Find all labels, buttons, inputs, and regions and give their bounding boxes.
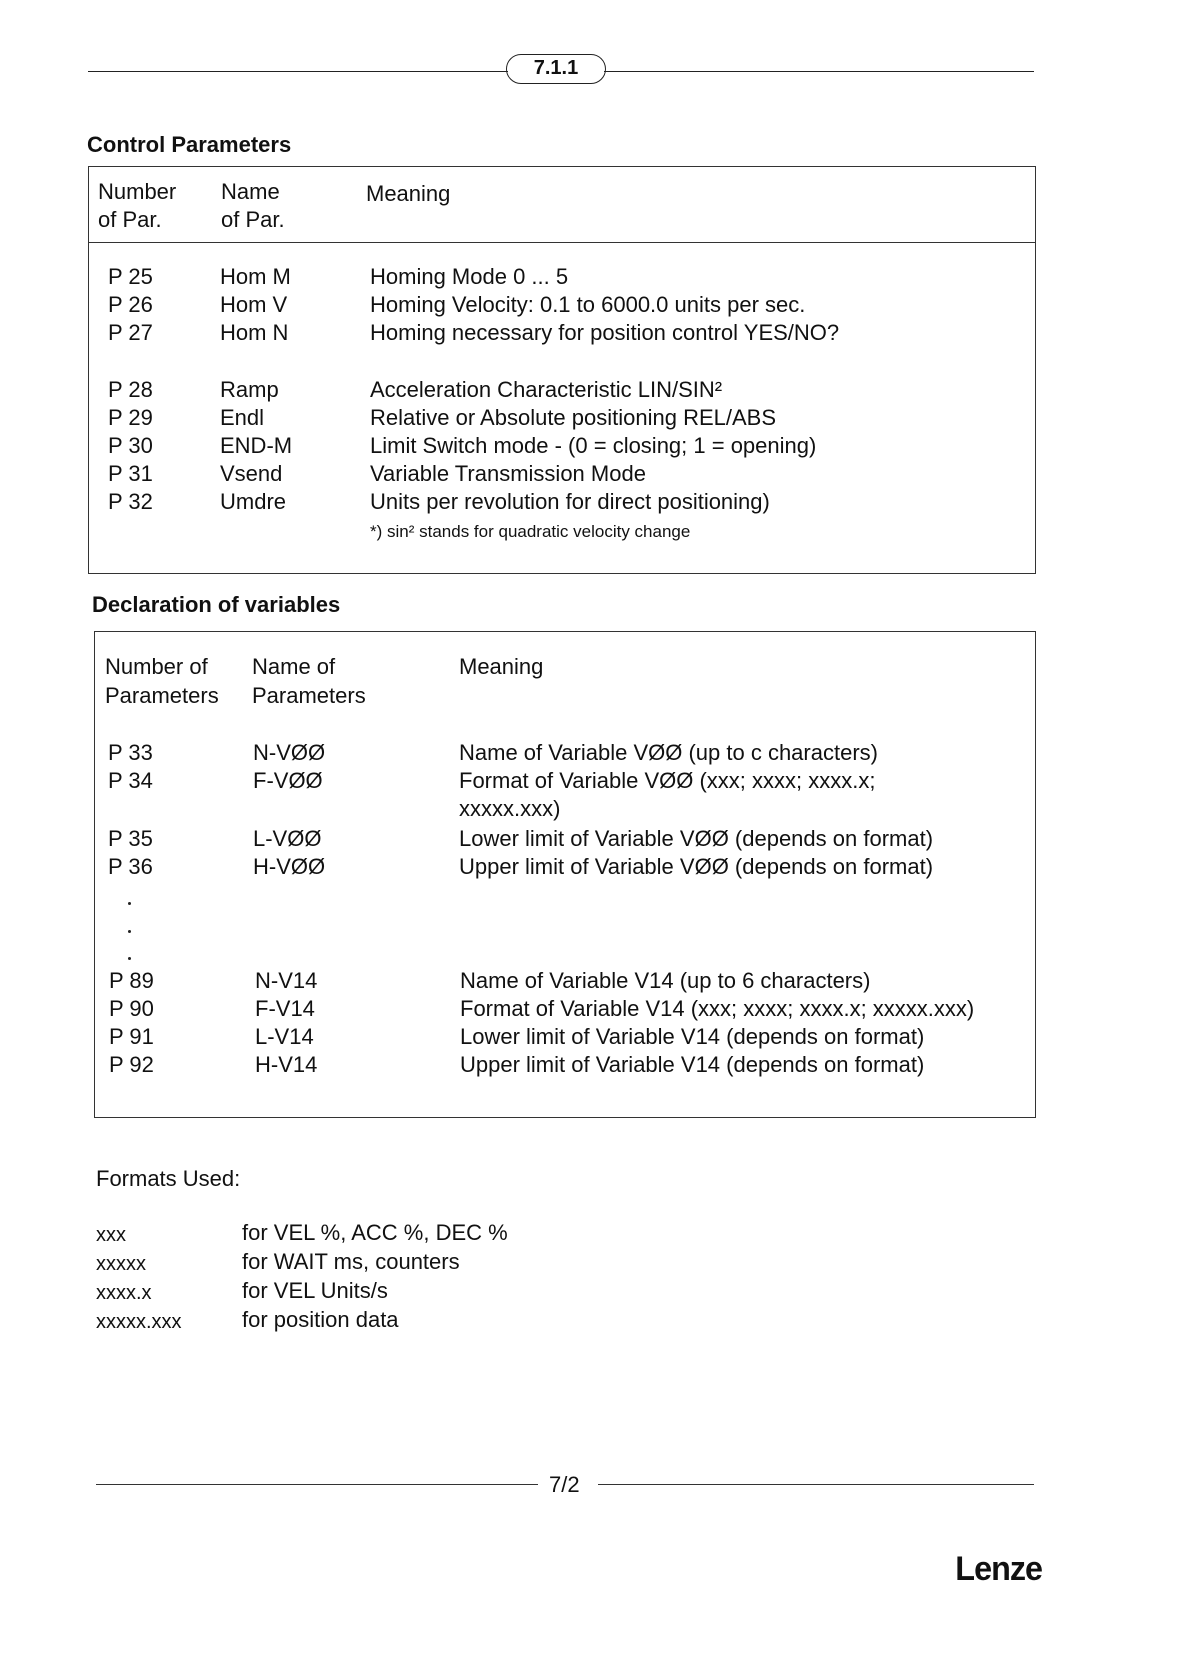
header-rule-right bbox=[604, 71, 1034, 72]
param-number: P 26 bbox=[108, 292, 153, 317]
param-meaning: Homing Mode 0 ... 5 bbox=[370, 264, 569, 289]
header-divider bbox=[89, 242, 1035, 243]
param-meaning: Units per revolution for direct positioning) bbox=[370, 489, 770, 514]
variable-name: H-VØØ bbox=[253, 854, 326, 879]
param-meaning: Homing necessary for position control YES/NO? bbox=[370, 320, 840, 345]
param-number: P 31 bbox=[108, 461, 153, 486]
col-name-line2: Parameters bbox=[252, 683, 366, 708]
variable-meaning: Upper limit of Variable V14 (depends on format) bbox=[460, 1052, 925, 1077]
col-number-line2: of Par. bbox=[98, 207, 162, 232]
variable-name: L-VØØ bbox=[253, 826, 322, 851]
param-name: END-M bbox=[220, 433, 293, 458]
control-parameters-table bbox=[88, 166, 1036, 574]
variable-name: N-VØØ bbox=[253, 740, 326, 765]
variable-name: N-V14 bbox=[255, 968, 318, 993]
variable-meaning-continued: xxxxx.xxx) bbox=[459, 796, 561, 821]
format-use: for VEL Units/s bbox=[242, 1278, 388, 1303]
variable-meaning: Name of Variable VØØ (up to c characters) bbox=[459, 740, 878, 765]
variable-meaning: Format of Variable V14 (xxx; xxxx; xxxx.x; xxxxx.xxx) bbox=[460, 996, 975, 1021]
param-number: P 27 bbox=[108, 320, 153, 345]
param-name: Ramp bbox=[220, 377, 279, 402]
header-rule-left bbox=[88, 71, 508, 72]
param-name: Hom V bbox=[220, 292, 288, 317]
format-use: for WAIT ms, counters bbox=[242, 1249, 460, 1274]
col-name-line2: of Par. bbox=[221, 207, 285, 232]
param-meaning: Relative or Absolute positioning REL/ABS bbox=[370, 405, 777, 430]
format-code: xxxx.x bbox=[96, 1282, 152, 1304]
ellipsis-dot bbox=[128, 902, 131, 905]
variable-name: F-V14 bbox=[255, 996, 315, 1021]
col-meaning-header: Meaning bbox=[366, 181, 451, 206]
param-meaning: Homing Velocity: 0.1 to 6000.0 units per sec. bbox=[370, 292, 806, 317]
section-number-badge: 7.1.1 bbox=[506, 54, 606, 84]
variable-number: P 36 bbox=[108, 854, 153, 879]
control-parameters-title: Control Parameters bbox=[87, 132, 292, 157]
variable-meaning: Format of Variable VØØ (xxx; xxxx; xxxx.x; bbox=[459, 768, 876, 793]
format-code: xxx bbox=[96, 1224, 126, 1246]
param-name: Vsend bbox=[220, 461, 283, 486]
format-use: for VEL %, ACC %, DEC % bbox=[242, 1220, 508, 1245]
variable-name: L-V14 bbox=[255, 1024, 314, 1049]
col-number-line1: Number of bbox=[105, 654, 208, 679]
param-name: Hom M bbox=[220, 264, 291, 289]
param-name: Umdre bbox=[220, 489, 287, 514]
param-meaning: Limit Switch mode - (0 = closing; 1 = opening) bbox=[370, 433, 817, 458]
param-name: Endl bbox=[220, 405, 265, 430]
format-use: for position data bbox=[242, 1307, 399, 1332]
format-code: xxxxx bbox=[96, 1253, 146, 1275]
col-meaning-header: Meaning bbox=[459, 654, 544, 679]
footer-rule-right bbox=[598, 1484, 1034, 1485]
format-code: xxxxx.xxx bbox=[96, 1311, 182, 1333]
variable-name: F-VØØ bbox=[253, 768, 323, 793]
variable-number: P 33 bbox=[108, 740, 153, 765]
col-name-line1: Name of bbox=[252, 654, 336, 679]
param-number: P 29 bbox=[108, 405, 153, 430]
param-meaning: Acceleration Characteristic LIN/SIN² bbox=[370, 377, 723, 402]
param-number: P 30 bbox=[108, 433, 153, 458]
variable-number: P 35 bbox=[108, 826, 153, 851]
param-number: P 32 bbox=[108, 489, 153, 514]
variable-number: P 90 bbox=[109, 996, 154, 1021]
variable-meaning: Lower limit of Variable VØØ (depends on format) bbox=[459, 826, 934, 851]
variable-name: H-V14 bbox=[255, 1052, 318, 1077]
footnote: *) sin² stands for quadratic velocity change bbox=[370, 522, 691, 541]
variable-number: P 89 bbox=[109, 968, 154, 993]
variables-table bbox=[94, 631, 1036, 1118]
formats-title: Formats Used: bbox=[96, 1166, 241, 1191]
variable-meaning: Lower limit of Variable V14 (depends on format) bbox=[460, 1024, 925, 1049]
variable-number: P 92 bbox=[109, 1052, 154, 1077]
variable-meaning: Name of Variable V14 (up to 6 characters) bbox=[460, 968, 871, 993]
variable-number: P 34 bbox=[108, 768, 153, 793]
variable-number: P 91 bbox=[109, 1024, 154, 1049]
page-number: 7/2 bbox=[549, 1472, 580, 1497]
ellipsis-dot bbox=[128, 957, 131, 960]
ellipsis-dot bbox=[128, 930, 131, 933]
col-number-line1: Number bbox=[98, 179, 177, 204]
param-meaning: Variable Transmission Mode bbox=[370, 461, 646, 486]
col-name-line1: Name bbox=[221, 179, 280, 204]
variable-meaning: Upper limit of Variable VØØ (depends on format) bbox=[459, 854, 934, 879]
declaration-title: Declaration of variables bbox=[92, 592, 341, 617]
col-number-line2: Parameters bbox=[105, 683, 219, 708]
param-number: P 28 bbox=[108, 377, 153, 402]
param-name: Hom N bbox=[220, 320, 289, 345]
lenze-logo: Lenze bbox=[954, 1550, 1042, 1588]
param-number: P 25 bbox=[108, 264, 153, 289]
footer-rule-left bbox=[96, 1484, 538, 1485]
